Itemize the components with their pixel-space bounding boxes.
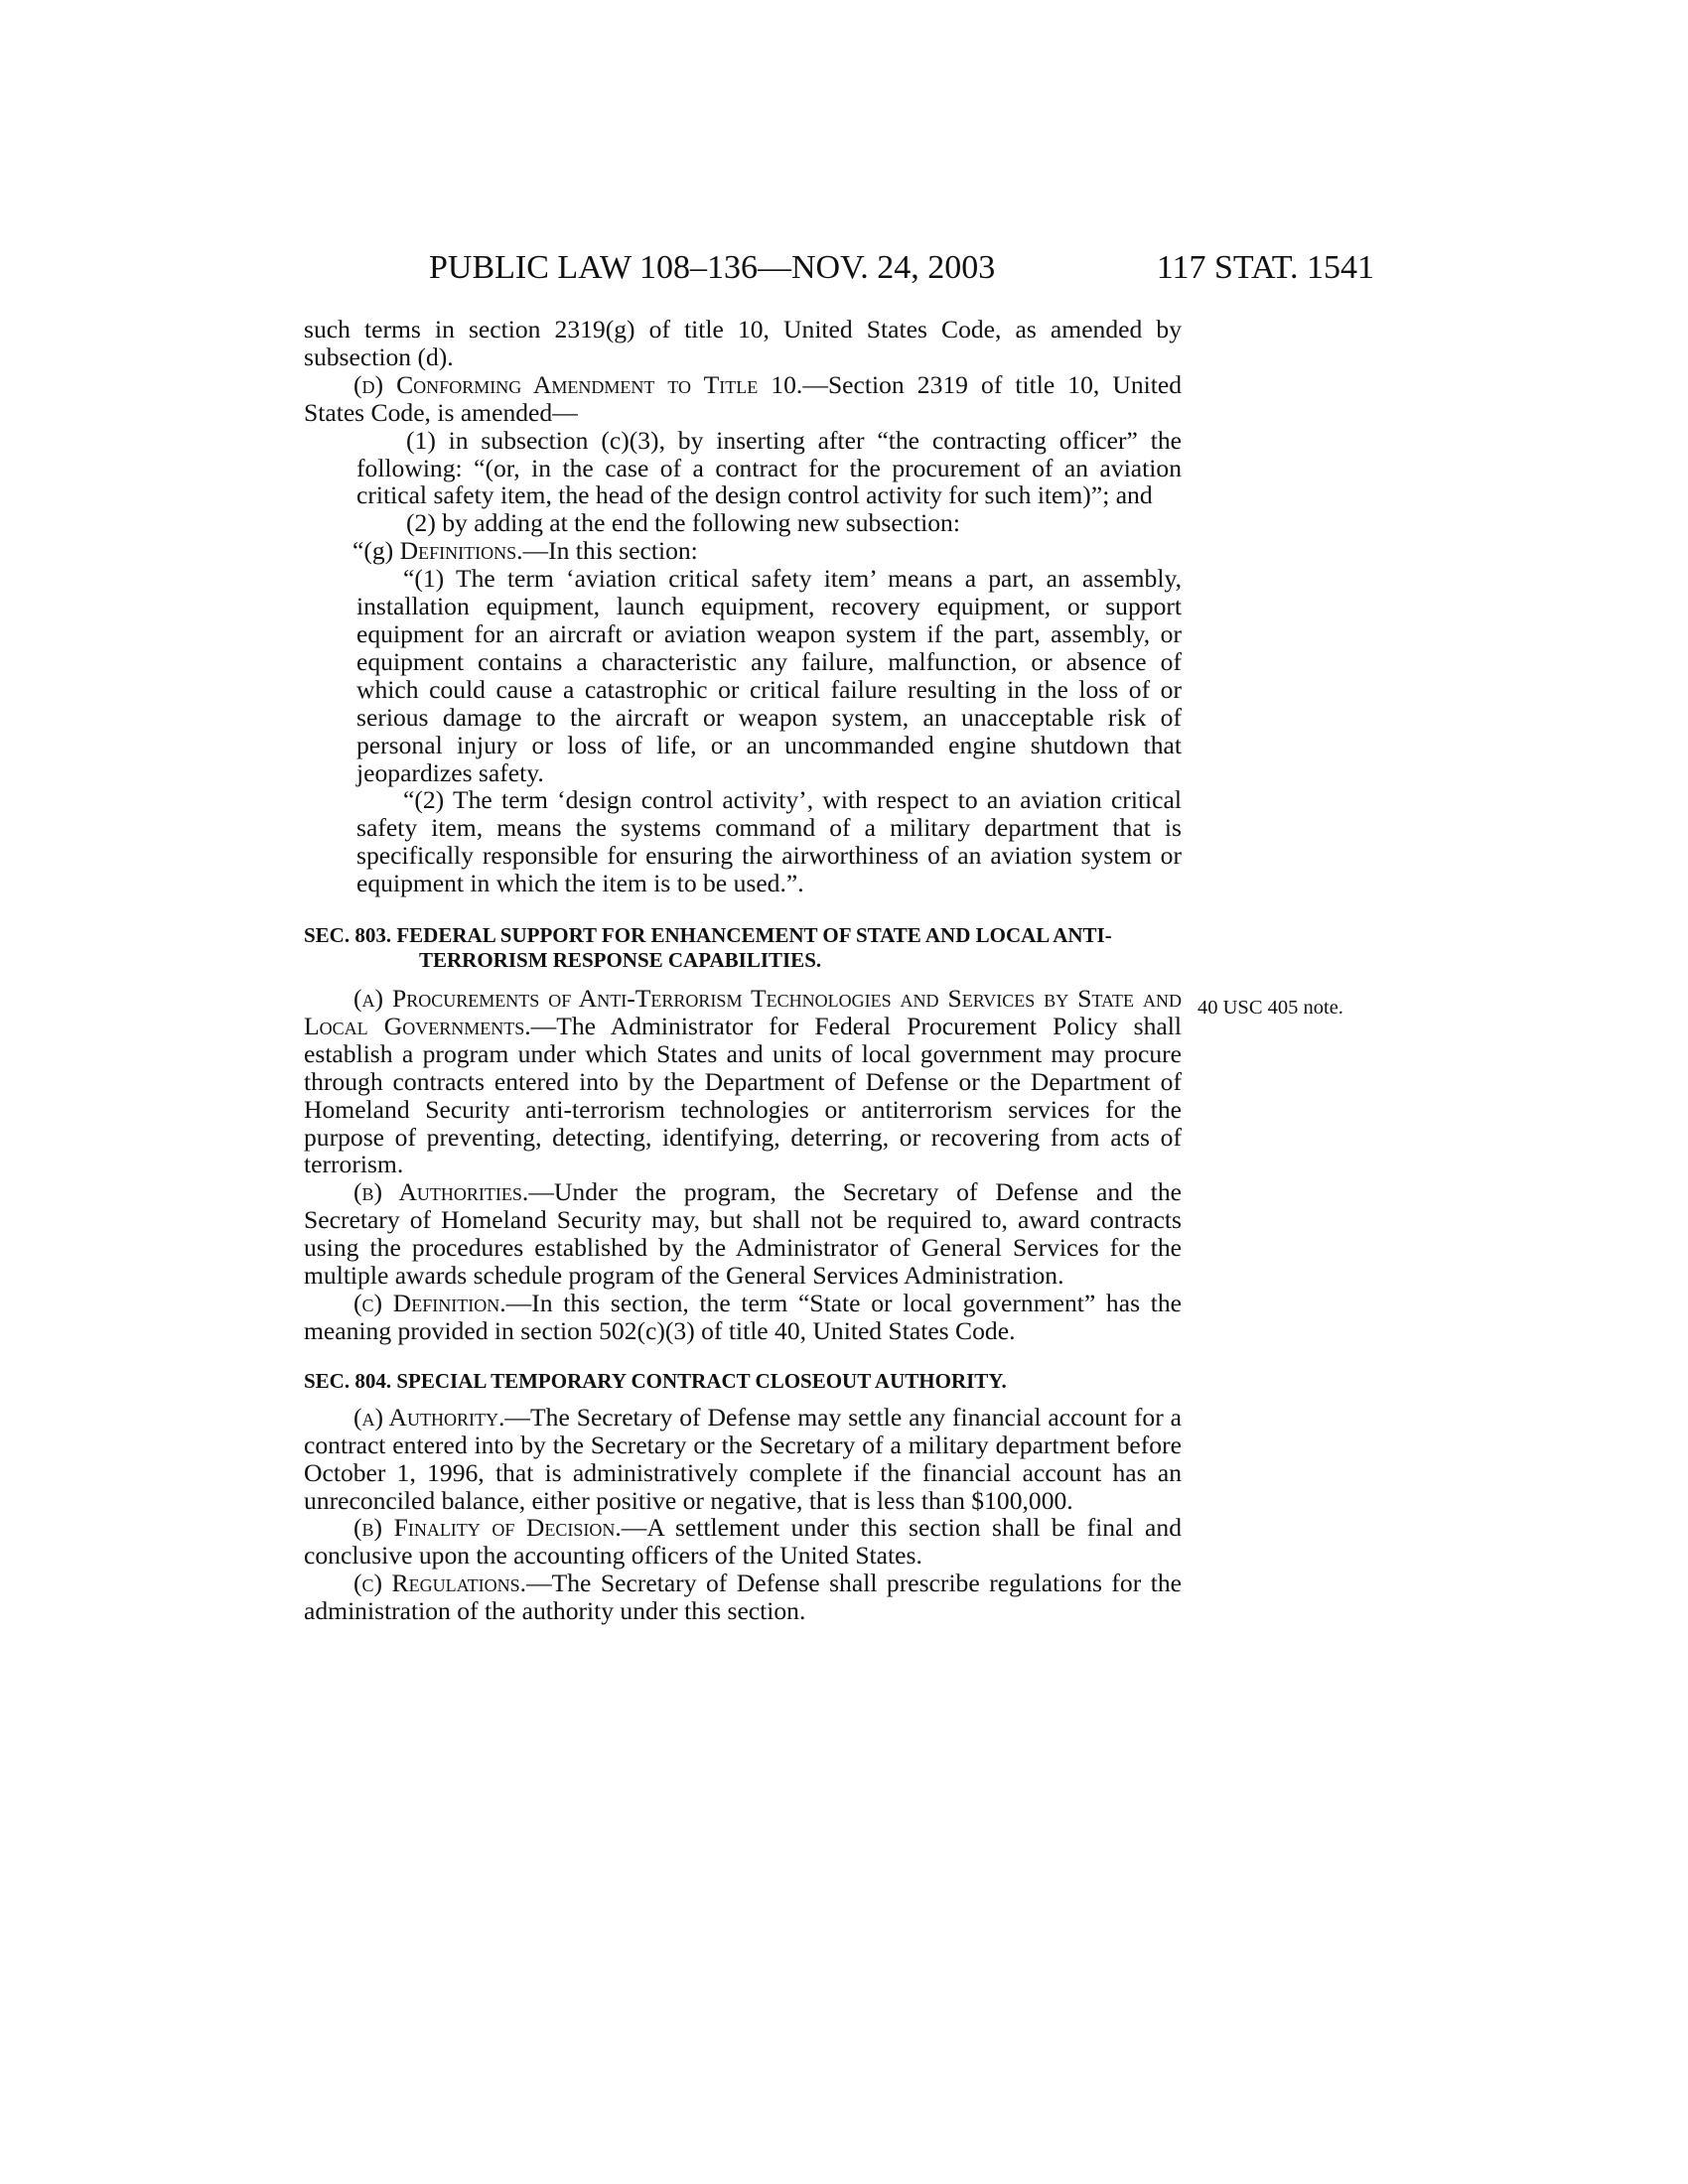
section-804-b-paragraph [304,1514,1182,1570]
quoted-subsection-g [304,537,1182,565]
running-head-stat: 117 STAT. 1541 [1156,249,1374,286]
subsection-d-item-1: (1) in subsection (c)(3), by inserting after “the contracting officer” the following: “(or, in the case of a contract for the procurement of an aviation critical safety item, the head of the design control activity for such item)”; and [356,425,1182,510]
section-803-a-text: —The Administrator for Federal Procurement Policy shall establish a program under which States and units of local government may procure through contracts entered into by the Department of Defense or the Department of Homeland Security anti-terrorism technologies or antiterrorism services for the purpose of preventing, detecting, identifying, deterring, or recovering from acts of terrorism. [304,1011,1182,1179]
quoted-subsection-g-text: —In this section: [522,536,698,566]
section-803-c-paragraph [304,1290,1182,1345]
subsection-d-paragraph [304,371,1182,427]
section-803-c-heading: (c) Definition. [353,1289,506,1317]
section-804-heading: SEC. 804. SPECIAL TEMPORARY CONTRACT CLOSEOUT AUTHORITY. [304,1368,1007,1393]
section-803-b-paragraph [304,1178,1182,1290]
section-803-a-paragraph [304,985,1182,1178]
section-804-a-text: —The Secretary of Defense may settle any financial account for a contract entered into by the Secretary or the Secretary of a military department before October 1, 1996, that is administratively complete if the financial account has an unreconciled balance, either positive or negative, that is less than $100,000. [304,1402,1183,1515]
subsection-d-item-2: (2) by adding at the end the following new subsection: [406,508,960,538]
intro-paragraph: such terms in section 2319(g) of title 10, United States Code, as amended by subsection (d). [304,315,1182,371]
section-804-a-heading: (a) Authority. [353,1402,505,1432]
body-text [304,316,1182,1625]
definition-2-paragraph: “(2) The term ‘design control activity’, with respect to an aviation critical safety item, means the systems command of a military department that is specifically responsible for ensuring the airworthiness of an aviation system or equipment in which the item is to be used.”. [356,785,1182,898]
section-804-c-heading: (c) Regulations. [353,1569,526,1598]
section-803-c-text: —In this section, the term “State or local government” has the meaning provided in section 502(c)(3) of title 40, United States Code. [304,1289,1182,1345]
section-803-heading: SEC. 803. FEDERAL SUPPORT FOR ENHANCEMENT OF STATE AND LOCAL ANTI-TERRORISM RESPONSE CAPABILITIES. [304,923,1112,973]
quoted-subsection-g-open: “(g) [352,536,400,566]
section-804-c-paragraph [304,1570,1182,1625]
section-803-a-heading: (a) Procurements of Anti-Terrorism Technologies and Services by State and Local Governments. [304,984,1182,1040]
section-803-b-heading: (b) Authorities. [353,1177,529,1207]
definition-1-paragraph: “(1) The term ‘aviation critical safety item’ means a part, an assembly, installation equipment, launch equipment, recovery equipment, or support equipment for an aircraft or aviation weapon system if the part, assembly, or equipment contains a characteristic any failure, malfunction, or absence of which could cause a catastrophic or critical failure resulting in the loss of or serious damage to the aircraft or weapon system, an unacceptable risk of personal injury or loss of life, or an uncommanded engine shutdown that jeopardizes safety. [356,564,1182,787]
section-804-a-paragraph [304,1404,1182,1515]
section-803-b-text: —Under the program, the Secretary of Defense and the Secretary of Homeland Security may, but shall not be required to, award contracts using the procedures established by the Administrator of General Services for the multiple awards schedule program of the General Services Administration. [304,1177,1182,1291]
quoted-subsection-g-heading: Definitions. [399,536,523,566]
section-804-b-text: —A settlement under this section shall be final and conclusive upon the accounting officers of the United States. [304,1513,1182,1570]
section-804-b-heading: (b) Finality of Decision. [353,1513,622,1543]
subsection-d-heading: (d) Conforming Amendment to Title 10. [353,369,803,399]
section-804-c-text: —The Secretary of Defense shall prescribe regulations for the administration of the authority under this section. [304,1569,1182,1626]
subsection-d-text: —Section 2319 of title 10, United States Code, is amended— [304,369,1182,427]
running-head-title: PUBLIC LAW 108–136—NOV. 24, 2003 [429,249,996,286]
margin-note-citation: 40 USC 405 note. [1197,997,1343,1019]
